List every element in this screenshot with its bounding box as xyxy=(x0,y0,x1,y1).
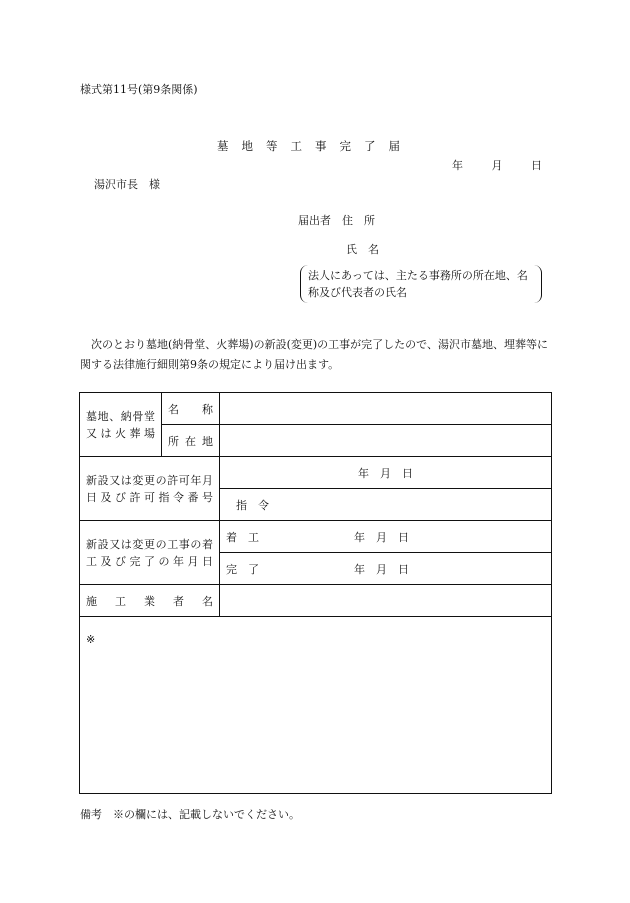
contractor-field[interactable] xyxy=(220,585,552,617)
facility-name-field[interactable] xyxy=(220,393,552,425)
permit-order-field[interactable]: 指 令 xyxy=(220,489,552,521)
addressee: 湯沢市長 様 xyxy=(94,178,160,191)
footer-note: 備考 ※の欄には、記載しないでください。 xyxy=(80,808,300,821)
form-number: 様式第11号(第9条関係) xyxy=(80,83,198,96)
facility-name-label: 名 称 xyxy=(162,393,220,425)
permit-label: 新設又は変更の許可年月日及び許可指令番号 xyxy=(80,457,220,521)
date-year: 年 xyxy=(452,159,463,172)
remark-mark: ※ xyxy=(86,633,96,646)
applicant-name-label: 氏 名 xyxy=(346,243,379,256)
complete-date-field[interactable] xyxy=(220,553,552,585)
start-date: 年 月 日 xyxy=(354,530,409,544)
start-label: 着 工 xyxy=(226,530,259,544)
construction-label: 新設又は変更の工事の着工及び完了の年月日 xyxy=(80,521,220,585)
official-use-area xyxy=(80,617,552,794)
date-day: 日 xyxy=(531,159,542,172)
body-text: 次のとおり墓地(納骨堂、火葬場)の新設(変更)の工事が完了したので、湯沢市墓地、埋葬等に関する法律施行細則第9条の規定により届け出ます。 xyxy=(80,338,548,371)
table-row xyxy=(80,585,552,617)
permit-date-field[interactable]: 年 月 日 xyxy=(220,457,552,489)
facility-label: 墓地、納骨堂又は火葬場 xyxy=(80,393,162,457)
start-date-field[interactable] xyxy=(220,521,552,553)
page-title: 墓地等工事完了届 xyxy=(217,139,413,153)
table-row xyxy=(80,393,552,425)
complete-date: 年 月 日 xyxy=(354,562,409,576)
complete-label: 完 了 xyxy=(226,562,259,576)
facility-location-label: 所在地 xyxy=(162,425,220,457)
applicant-address-label: 届出者 住 所 xyxy=(298,214,375,227)
date-month: 月 xyxy=(491,159,503,172)
completion-form-table xyxy=(79,392,552,794)
submission-date xyxy=(452,157,542,173)
contractor-label: 施工業者名 xyxy=(80,585,220,617)
facility-location-field[interactable] xyxy=(220,425,552,457)
table-row xyxy=(80,521,552,553)
table-row xyxy=(80,457,552,489)
corporate-note: 法人にあっては、主たる事務所の所在地、名称及び代表者の氏名 xyxy=(300,265,542,303)
table-row xyxy=(80,617,552,794)
